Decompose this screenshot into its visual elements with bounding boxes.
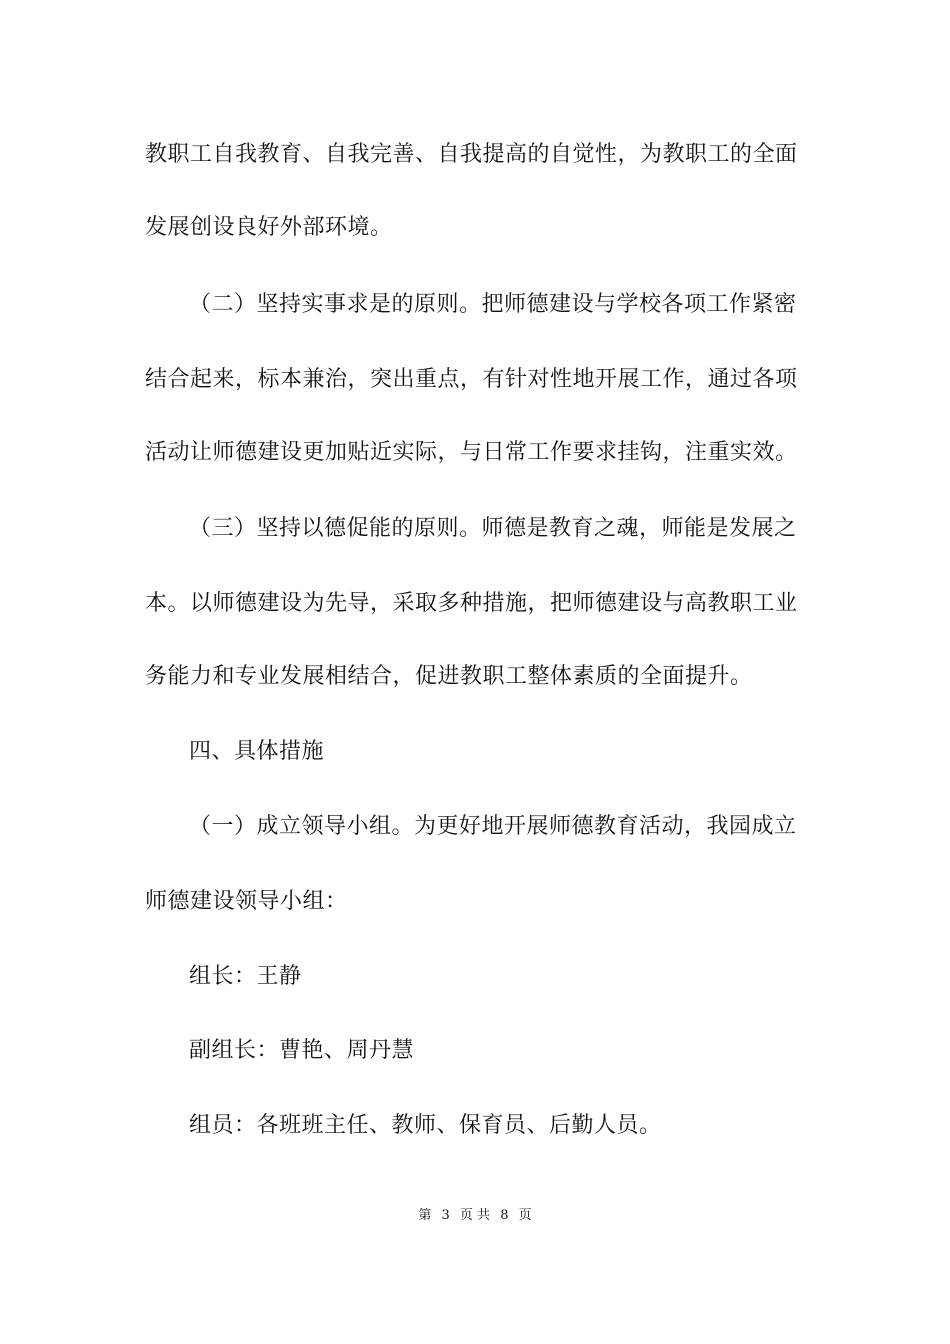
paragraph-line: 教职工自我教育、自我完善、自我提高的自觉性，为教职工的全面: [145, 142, 798, 167]
footer-suffix: 页: [518, 1208, 532, 1223]
footer-current-page: 3: [441, 1208, 450, 1223]
paragraph-line: （二）坚持实事求是的原则。把师德建设与学校各项工作紧密: [189, 292, 797, 317]
paragraph-line: 结合起来，标本兼治，突出重点，有针对性地开展工作，通过各项: [145, 367, 798, 392]
leader-line: 组长：王静: [189, 964, 302, 989]
paragraph-line: 发展创设良好外部环境。: [145, 215, 393, 240]
footer-middle: 页 共: [459, 1208, 491, 1223]
paragraph-line: （三）坚持以德促能的原则。师德是教育之魂，师能是发展之: [189, 516, 797, 541]
paragraph-line: 师德建设领导小组：: [145, 889, 348, 914]
page-footer: [0, 1207, 950, 1225]
paragraph-line: 活动让师德建设更加贴近实际，与日常工作要求挂钩，注重实效。: [145, 440, 798, 465]
paragraph-line: （一）成立领导小组。为更好地开展师德教育活动，我园成立: [189, 814, 797, 839]
footer-total-pages: 8: [500, 1208, 509, 1223]
paragraph-line: 务能力和专业发展相结合，促进教职工整体素质的全面提升。: [145, 664, 753, 689]
section-heading: 四、具体措施: [189, 739, 325, 764]
paragraph-line: 本。以师德建设为先导，采取多种措施，把师德建设与高教职工业: [145, 591, 798, 616]
members-line: 组员：各班班主任、教师、保育员、后勤人员。: [189, 1113, 662, 1138]
deputy-leader-line: 副组长：曹艳、周丹慧: [189, 1038, 415, 1063]
footer-prefix: 第: [418, 1208, 432, 1223]
